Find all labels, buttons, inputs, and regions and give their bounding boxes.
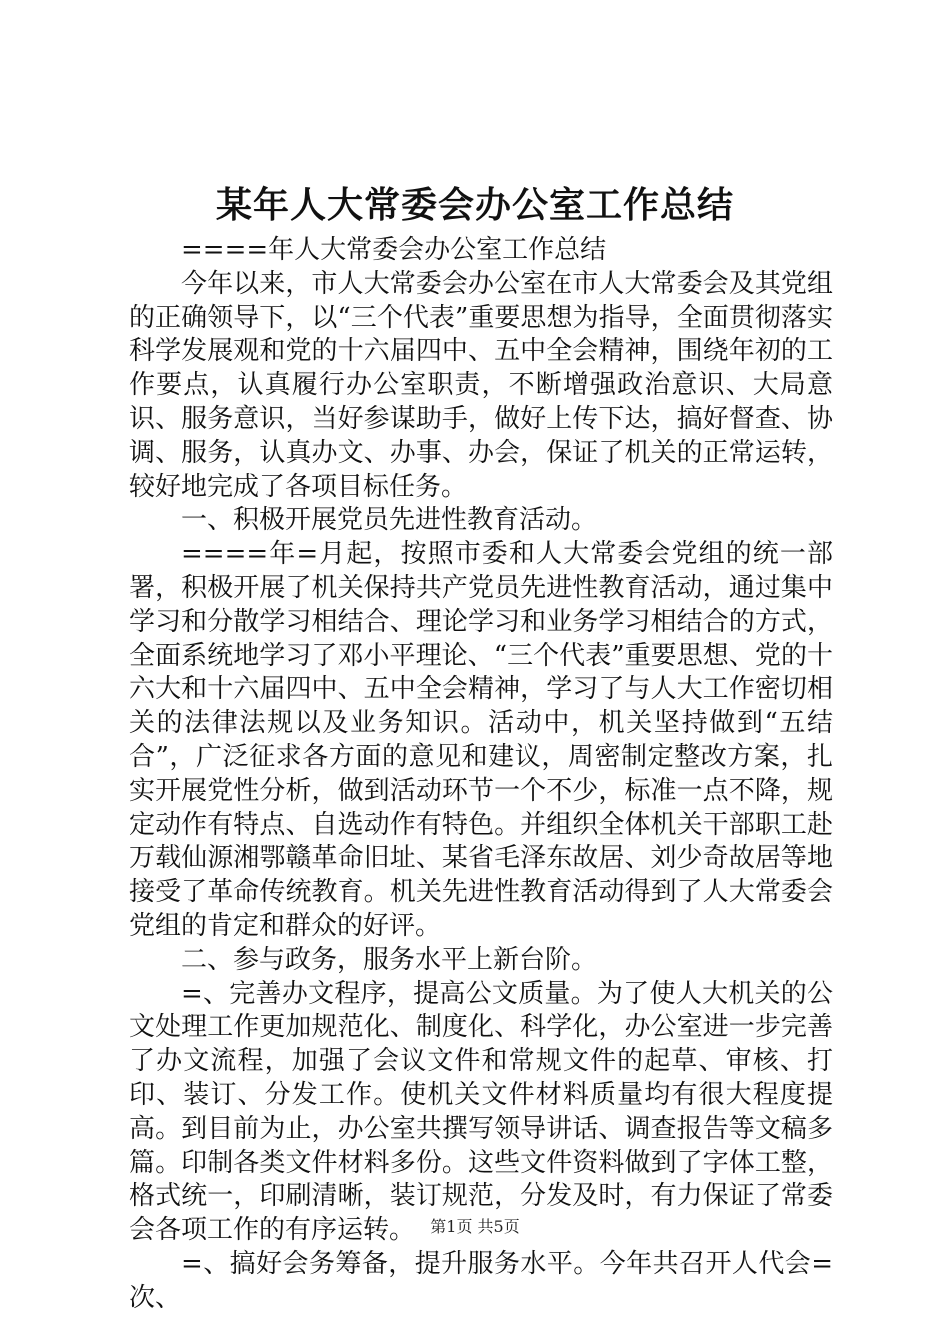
page-number-footer: 第1页 共5页	[430, 1217, 520, 1236]
section-heading-2: 二、参与政务，服务水平上新台阶。	[181, 944, 598, 975]
section-heading-1: 一、积极开展党员先进性教育活动。	[181, 505, 598, 536]
intro-paragraph: 今年以来，市人大常委会办公室在市人大常委会及其党组的正确领导下，以“三个代表”重要思想为指导，全面贯彻落实科学发展观和党的十六届四中、五中全会精神，围绕年初的工作要点，认真履行办公室职责，不断增强政治意识、大局意识、服务意识，当好参谋助手，做好上传下达，搞好督查、协调、服务，认真办文、办事、办会，保证了机关的正常运转，较好地完成了各项目标任务。	[129, 268, 833, 502]
section-1-paragraph: ====年=月起，按照市委和人大常委会党组的统一部署，积极开展了机关保持共产党员先进性教育活动，通过集中学习和分散学习相结合、理论学习和业务学习相结合的方式，全面系统地学习了邓小平理论、“三个代表”重要思想、党的十六大和十六届四中、五中全会精神，学习了与人大工作密切相关的法律法规以及业务知识。活动中，机关坚持做到“五结合”，广泛征求各方面的意见和建议，周密制定整改方案，扎实开展党性分析，做到活动环节一个不少，标准一点不降，规定动作有特点、自选动作有特色。并组织全体机关干部职工赴万载仙源湘鄂赣革命旧址、某省毛泽东故居、刘少奇故居等地接受了革命传统教育。机关先进性教育活动得到了人大常委会党组的肯定和群众的好评。	[129, 539, 833, 941]
subtitle-paragraph: ====年人大常委会办公室工作总结	[181, 235, 607, 265]
document-body	[129, 234, 833, 1316]
section-2-paragraph-2: =、搞好会务筹备，提升服务水平。今年共召开人代会=次、	[129, 1248, 833, 1313]
document-title: 某年人大常委会办公室工作总结	[215, 185, 734, 226]
section-2-paragraph-1: =、完善办文程序，提高公文质量。为了使人大机关的公文处理工作更加规范化、制度化、科学化，办公室进一步完善了办文流程，加强了会议文件和常规文件的起草、审核、打印、装订、分发工作。使机关文件材料质量均有很大程度提高。到目前为止，办公室共撰写领导讲话、调查报告等文稿多篇。印制各类文件材料多份。这些文件资料做到了字体工整，格式统一，印刷清晰，装订规范，分发及时，有力保证了常委会各项工作的有序运转。	[129, 978, 833, 1246]
